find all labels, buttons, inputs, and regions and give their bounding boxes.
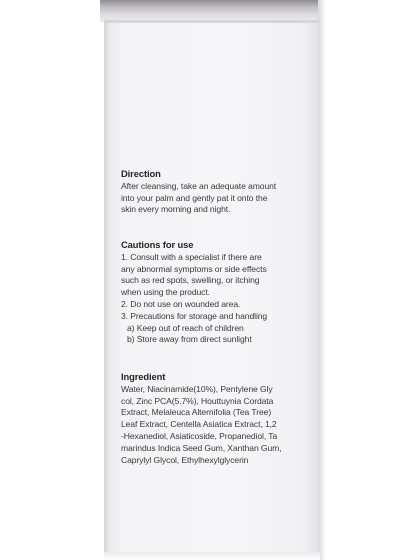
ingredient-line: marindus Indica Seed Gum, Xanthan Gum, <box>121 442 282 453</box>
ingredient-line: col, Zinc PCA(5.7%), Houttuynia Cordata <box>121 395 274 406</box>
caution-line: such as red spots, swelling, or itching <box>121 275 260 286</box>
direction-line: After cleansing, take an adequate amount <box>121 180 277 191</box>
ingredient-line: Leaf Extract, Centella Asiatica Extract, 1,2 <box>121 419 277 430</box>
caution-line: when using the product. <box>121 287 210 298</box>
caution-line: 3. Precautions for storage and handling <box>121 310 268 321</box>
caution-line: 2. Do not use on wounded area. <box>121 298 241 309</box>
direction-line: skin every morning and night. <box>121 204 231 215</box>
direction-section <box>121 168 297 216</box>
ingredient-line: Water, Niacinamide(10%), Pentylene Gly <box>121 383 273 394</box>
cautions-section <box>121 239 297 346</box>
ingredient-line: -Hexanediol, Asiaticoside, Propanediol, Ta <box>121 430 278 441</box>
caution-subline: a) Keep out of reach of children <box>127 322 244 333</box>
box-top-flap <box>100 0 324 22</box>
ingredient-line: Extract, Melaleuca Alternifolia (Tea Tree) <box>121 407 272 418</box>
box-bottom-shadow <box>104 552 320 560</box>
ingredient-line: Caprylyl Glycol, Ethylhexylglycerin <box>121 454 249 465</box>
caution-subline: b) Store away from direct sunlight <box>127 334 252 345</box>
direction-line: into your palm and gently pat it onto the <box>121 192 268 203</box>
cautions-heading: Cautions for use <box>121 239 194 250</box>
ingredients-section <box>121 371 297 466</box>
direction-heading: Direction <box>121 168 161 179</box>
ingredients-heading: Ingredient <box>121 371 166 382</box>
box-top-edge <box>104 20 320 23</box>
caution-line: any abnormal symptoms or side effects <box>121 263 267 274</box>
caution-line: 1. Consult with a specialist if there are <box>121 251 262 262</box>
box-right-shadow <box>318 0 326 560</box>
